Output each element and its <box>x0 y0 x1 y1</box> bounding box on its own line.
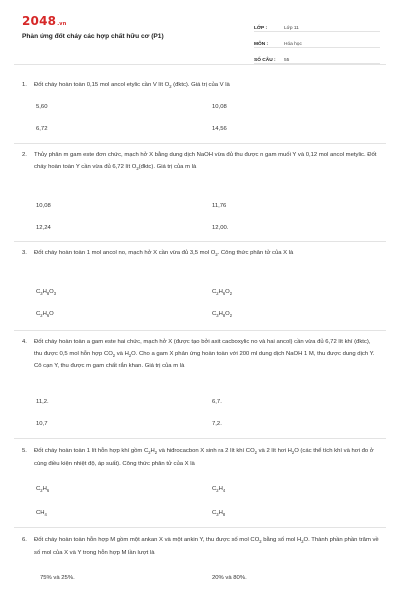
question-3: 3. Đốt cháy hoàn toàn 1 mol ancol no, mạch hở X cần vừa đủ 3,5 mol $O_2$. Công thức phân tử của X là <box>22 248 380 261</box>
option-d[interactable]: 7,2. <box>212 421 222 427</box>
question-6: 6. Đốt cháy hoàn toàn hỗn hợp M gồm một ankan X và một ankin Y, thu được số mol $CO_2$ bằng số mol $H_2O$. Thành phần phần trăm về số mol của X và Y trong hỗn hợp M lần lượt là <box>22 535 380 559</box>
brand-logo: 2048.vn <box>22 14 67 28</box>
option-c[interactable]: 6,72 <box>36 126 48 132</box>
question-2: 2. Thủy phân m gam este đơn chức, mạch hở X bằng dung dịch NaOH vừa đủ thu được n gam muối Y và 0,12 mol ancol metylic. Đốt cháy hoàn toàn Y cần vừa đủ 6,72 lít $O_2(đktc)$. Giá trị của m là <box>22 150 380 174</box>
option-d[interactable]: $C_3H_8O_2$ <box>212 311 233 319</box>
question-4: 4. Đốt cháy hoàn toàn a gam este hai chức, mạch hở X (được tạo bởi axit cacboxylic no và hai ancol) cần vừa đủ 6,72 lít khí (đktc), thu được 0,5 mol hỗn hợp $CO_2$ và $H_2O$. Cho a gam X phản ứng hoàn toàn với 200 ml dung dịch NaOH 1 M, thu được dung dịch Y. Cô cạn Y, thu được m gam chất rắn khan. Giá trị của m là <box>22 337 380 373</box>
question-divider <box>14 438 386 439</box>
option-c[interactable]: $CH_4$ <box>36 510 47 518</box>
option-a[interactable]: 10,08 <box>36 203 51 209</box>
question-text: Đốt cháy hoàn toàn a gam este hai chức, mạch hở X (được tạo bởi axit cacboxylic no và hai ancol) cần vừa đủ 6,72 lít khí (đktc), thu được 0,5 mol hỗn hợp $CO_2$ và $H_2O$. Cho a gam X phản ứng hoàn toàn với 200 ml dung dịch NaOH 1 M, thu được dung dịch Y. Cô cạn Y, thu được m gam chất rắn khan. Giá trị của m là <box>34 339 375 370</box>
option-d[interactable]: $C_3H_8$ <box>212 510 226 518</box>
option-d[interactable]: 12,00. <box>212 225 229 231</box>
option-b[interactable]: 6,7. <box>212 399 222 405</box>
meta-question-count: SỐ CÂU : 55 <box>254 48 380 64</box>
meta-class: LỚP : Lớp 11 <box>254 16 380 32</box>
meta-info <box>254 16 380 64</box>
option-b[interactable]: 11,76 <box>212 203 227 209</box>
question-1: 1. Đốt cháy hoàn toàn 0,15 mol ancol etylic cần V lít $O_2$ (đktc). Giá trị của V là <box>22 80 380 93</box>
page-title: Phản ứng đốt cháy các hợp chất hữu cơ (P1) <box>22 33 164 40</box>
question-divider <box>14 241 386 242</box>
question-text: Đốt cháy hoàn toàn hỗn hợp M gồm một ankan X và một ankin Y, thu được số mol $CO_2$ bằng số mol $H_2O$. Thành phần phần trăm về số mol của X và Y trong hỗn hợp M lần lượt là <box>34 537 379 556</box>
question-divider <box>14 527 386 528</box>
question-5: 5. Đốt cháy hoàn toàn 1 lít hỗn hợp khí gồm $C_2H_2$ và hiđrocacbon X sinh ra 2 lít khí $CO_2$ và 2 lít hơi $H_2O$ (các thể tích khí và hơi đo ở cùng điều kiện nhiệt độ, áp suất). Công thức phân tử của X là <box>22 446 380 470</box>
question-text: Đốt cháy hoàn toàn 1 lít hỗn hợp khí gồm $C_2H_2$ và hiđrocacbon X sinh ra 2 lít khí $CO_2$ và 2 lít hơi $H_2O$ (các thể tích khí và hơi đo ở cùng điều kiện nhiệt độ, áp suất). Công thức phân tử của X là <box>34 448 374 467</box>
question-text: Đốt cháy hoàn toàn 1 mol ancol no, mạch hở X cần vừa đủ 3,5 mol $O_2$. Công thức phân tử của X là <box>34 250 294 258</box>
option-b[interactable]: 10,08 <box>212 104 227 110</box>
option-c[interactable]: 10,7 <box>36 421 48 427</box>
meta-subject: MÔN : Hóa học <box>254 32 380 48</box>
option-a[interactable]: 11,2. <box>36 399 49 405</box>
question-divider <box>14 143 386 144</box>
header-divider <box>14 64 386 65</box>
option-a[interactable]: 5,60 <box>36 104 48 110</box>
option-d[interactable]: 14,56 <box>212 126 227 132</box>
question-text: Thủy phân m gam este đơn chức, mạch hở X bằng dung dịch NaOH vừa đủ thu được n gam muối Y và 0,12 mol ancol metylic. Đốt cháy hoàn toàn Y cần vừa đủ 6,72 lít $O_2(đktc)$. Giá trị của m là <box>34 152 377 171</box>
option-a[interactable]: $C_3H_8O_3$ <box>36 289 57 297</box>
option-a[interactable]: 75% và 25%. <box>40 575 75 581</box>
option-b[interactable]: $C_2H_4$ <box>212 486 226 494</box>
option-c[interactable]: $C_2H_6O$ <box>36 311 54 319</box>
question-text: Đốt cháy hoàn toàn 0,15 mol ancol etylic cần V lít $O_2$ (đktc). Giá trị của V là <box>34 82 230 90</box>
option-a[interactable]: $C_2H_6$ <box>36 486 50 494</box>
option-c[interactable]: 12,24 <box>36 225 51 231</box>
question-divider <box>14 330 386 331</box>
option-b[interactable]: $C_2H_6O_2$ <box>212 289 233 297</box>
option-b[interactable]: 20% và 80%. <box>212 575 247 581</box>
